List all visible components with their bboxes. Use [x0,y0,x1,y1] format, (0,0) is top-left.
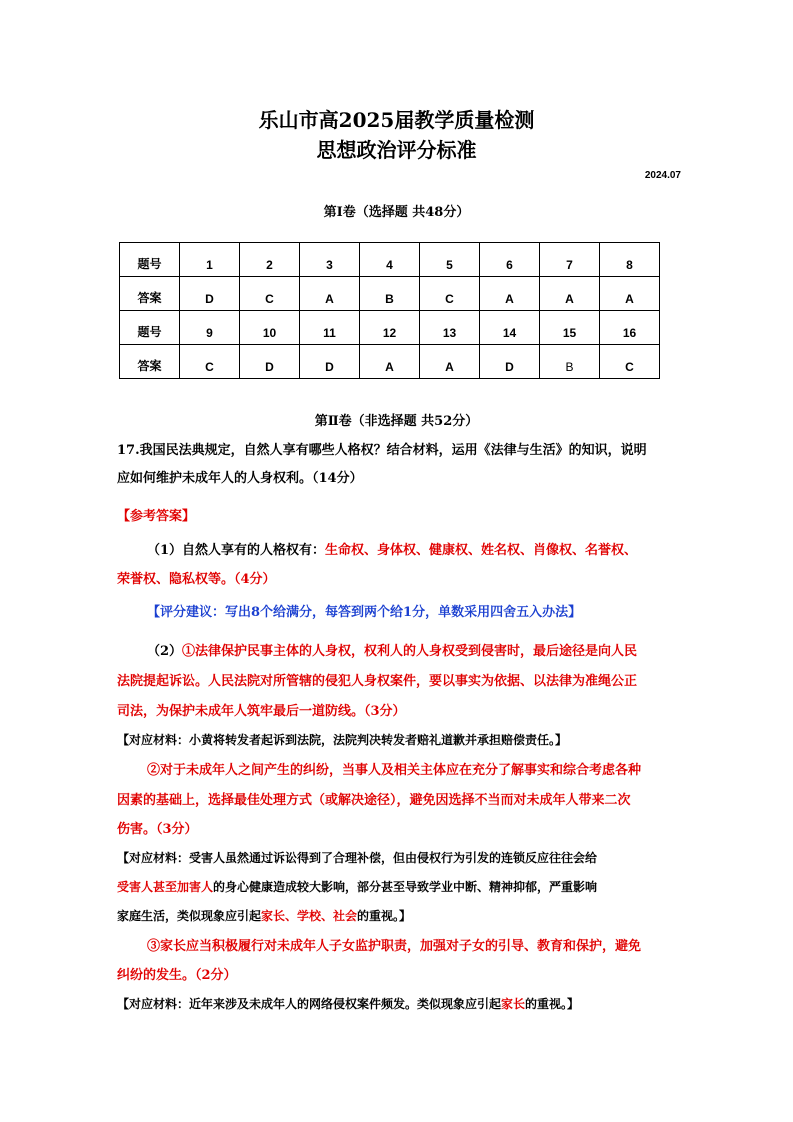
row-label: 答案 [120,277,180,311]
answer-part1-rights: 生命权、身体权、健康权、姓名权、肖像权、名誉权、 [325,543,638,558]
table-cell: C [180,345,240,379]
material-note-2-line2 [117,878,597,895]
material-note-2-text-a: 家庭生活，类似现象应引起 [117,909,262,923]
material-note-2-line1: 【对应材料：受害人虽然通过诉讼得到了合理补偿，但由侵权行为引发的连锁反应往往会给 [117,851,598,865]
table-cell: C [240,277,300,311]
page-subtitle: 思想政治评分标准 [316,138,477,162]
section2-title: 第Ⅱ卷（非选择题 共52分） [314,414,479,429]
table-cell: 4 [360,243,420,277]
table-cell: 16 [600,311,660,345]
table-cell: A [360,345,420,379]
table-cell: 15 [540,311,600,345]
table-cell: 1 [180,243,240,277]
answer-part2-text: ①法律保护民事主体的人身权，权利人的人身权受到侵害时，最后途径是向人民 [182,644,638,659]
question-17-line1: 17.我国民法典规定，自然人享有哪些人格权？结合材料，运用《法律与生活》的知识，说明 [117,443,647,458]
table-cell: A [300,277,360,311]
document-date: 2024.07 [644,170,681,181]
material-note-1: 【对应材料：小黄将转发者起诉到法院，法院判决转发者赔礼道歉并承担赔偿责任。】 [117,733,568,747]
answer-part1-line1 [147,536,637,566]
material-note-3-highlight: 家长 [501,997,526,1011]
answer-table [119,242,660,379]
answer-part3-line3: 伤害。（3分） [117,822,198,837]
table-cell: A [420,345,480,379]
table-cell: D [480,345,540,379]
answer-part1-prefix: （1）自然人享有的人格权有： [147,543,326,558]
table-cell: 6 [480,243,540,277]
table-cell: A [600,277,660,311]
table-cell: 5 [420,243,480,277]
table-cell: C [420,277,480,311]
table-cell: 2 [240,243,300,277]
table-cell: A [540,277,600,311]
answer-part3-line2: 因素的基础上，选择最佳处理方式（或解决途径），避免因选择不当而对未成年人带来二次 [117,793,631,808]
table-row [120,243,660,277]
table-cell: 13 [420,311,480,345]
answer-part1-line2: 荣誉权、隐私权等。（4分） [117,572,276,587]
row-label: 题号 [120,243,180,277]
scoring-suggestion: 【评分建议：写出8个给满分，每答到两个给1分，单数采用四舍五入办法】 [147,605,582,620]
material-note-2-highlight2: 家长、学校、社会 [261,909,358,923]
answer-part2-prefix: （2） [147,644,183,659]
table-cell: 3 [300,243,360,277]
table-cell: 7 [540,243,600,277]
reference-answer-label: 【参考答案】 [117,509,196,524]
table-cell: D [240,345,300,379]
answer-part2-line3: 司法，为保护未成年人筑牢最后一道防线。（3分） [117,704,406,719]
material-note-3 [117,995,579,1012]
row-label: 答案 [120,345,180,379]
material-note-2-highlight1: 受害人甚至加害人 [117,880,214,894]
table-cell: D [180,277,240,311]
material-note-3-text-b: 的重视。】 [525,997,580,1011]
material-note-2-text-b: 的重视。】 [357,909,412,923]
answer-part2-line1 [147,637,637,667]
table-row [120,345,660,379]
section1-title: 第Ⅰ卷（选择题 共48分） [323,205,470,220]
table-cell: 11 [300,311,360,345]
table-cell: 14 [480,311,540,345]
table-row [120,277,660,311]
answer-part4-line1: ③家长应当积极履行对未成年人子女监护职责，加强对子女的引导、教育和保护，避免 [147,939,642,954]
table-cell: 8 [600,243,660,277]
table-cell: A [480,277,540,311]
material-note-3-text-a: 【对应材料：近年来涉及未成年人的网络侵权案件频发。类似现象应引起 [117,997,502,1011]
table-cell: 10 [240,311,300,345]
table-cell: 12 [360,311,420,345]
table-cell: D [300,345,360,379]
table-cell: B [360,277,420,311]
answer-part2-line2: 法院提起诉讼。人民法院对所管辖的侵犯人身权案件，要以事实为依据、以法律为准绳公正 [117,674,638,689]
row-label: 题号 [120,311,180,345]
table-cell: 9 [180,311,240,345]
material-note-2-line3 [117,907,411,924]
page-title: 乐山市高2025届教学质量检测 [258,108,535,132]
question-17-line2: 应如何维护未成年人的人身权利。（14分） [117,471,363,486]
answer-part3-line1: ②对于未成年人之间产生的纠纷，当事人及相关主体应在充分了解事实和综合考虑各种 [147,763,642,778]
table-cell: B [540,345,600,379]
table-cell: C [600,345,660,379]
table-row [120,311,660,345]
answer-part4-line2: 纠纷的发生。（2分） [117,968,237,983]
material-note-2-text: 的身心健康造成较大影响，部分甚至导致学业中断、精神抑郁，严重影响 [213,880,598,894]
